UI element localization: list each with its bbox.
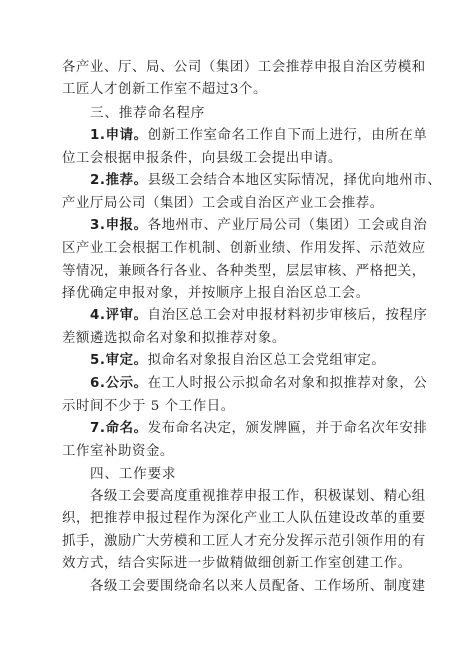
step-7-line [90, 420, 427, 438]
body-line: 抓手，激励广大劳模和工匠人才充分发挥示范引领作用的有 [62, 534, 426, 549]
body-line: 工匠人才创新工作室不超过3个。 [62, 82, 267, 97]
step-7-text: 发布命名决定，颁发牌匾，并于命名次年安排 [147, 421, 428, 436]
step-5-line [90, 352, 385, 370]
step-6-text: 在工人时报公示拟命名对象和拟推荐对象，公 [147, 376, 428, 391]
body-line: 区产业工会根据工作机制、创新业绩、作用发挥、示范效应 [62, 241, 426, 256]
step-1-text: 创新工作室命名工作自下而上进行，由所在单 [147, 128, 428, 143]
body-line: 各产业、厅、局、公司（集团）工会推荐申报自治区劳模和 [62, 60, 426, 75]
section-heading-4: 四、工作要求 [90, 466, 177, 482]
body-line: 差额遴选拟命名对象和拟推荐对象。 [62, 331, 286, 346]
step-5-text: 拟命名对象报自治区总工会党组审定。 [147, 353, 386, 368]
step-7-lead: 7.命名。 [90, 421, 148, 436]
step-3-text: 各地州市、产业厅局公司（集团）工会或自治 [147, 218, 428, 233]
paragraph-first-line: 各级工会要高度重视推荐申报工作，积极谋划、精心组 [90, 489, 426, 504]
body-line: 效方式，结合实际进一步做精做细创新工作室创建工作。 [62, 556, 412, 571]
step-2-line [90, 172, 441, 190]
body-line: 位工会根据申报条件，向县级工会提出申请。 [62, 151, 342, 166]
step-2-text: 县级工会结合本地区实际情况，择优向地州市、 [147, 173, 442, 188]
step-4-line [90, 307, 427, 325]
step-1-lead: 1.申请。 [90, 128, 148, 143]
step-2-lead: 2.推荐。 [90, 173, 148, 188]
body-line: 织，把推荐申报过程作为深化产业工人队伍建设改革的重要 [62, 511, 426, 526]
body-line: 工作室补助资金。 [62, 444, 174, 459]
paragraph-first-line: 各级工会要围绕命名以来人员配备、工作场所、制度建 [90, 579, 426, 594]
body-line: 择优确定申报对象，并按顺序上报自治区总工会。 [62, 286, 370, 301]
body-line: 产业厅局公司（集团）工会或自治区产业工会推荐。 [62, 196, 384, 211]
body-line: 示时间不少于 5 个工作日。 [62, 399, 235, 414]
step-3-line [90, 217, 427, 235]
step-3-lead: 3.申报。 [90, 218, 148, 233]
body-line: 等情况，兼顾各行各业、各种类型，层层审核、严格把关， [62, 264, 426, 279]
step-1-line [90, 127, 427, 145]
step-4-text: 自治区总工会对申报材料初步审核后，按程序 [147, 308, 428, 323]
step-4-lead: 4.评审。 [90, 308, 148, 323]
section-heading-3: 三、推荐命名程序 [90, 105, 206, 121]
step-5-lead: 5.审定。 [90, 353, 148, 368]
step-6-lead: 6.公示。 [90, 376, 148, 391]
step-6-line [90, 375, 427, 393]
